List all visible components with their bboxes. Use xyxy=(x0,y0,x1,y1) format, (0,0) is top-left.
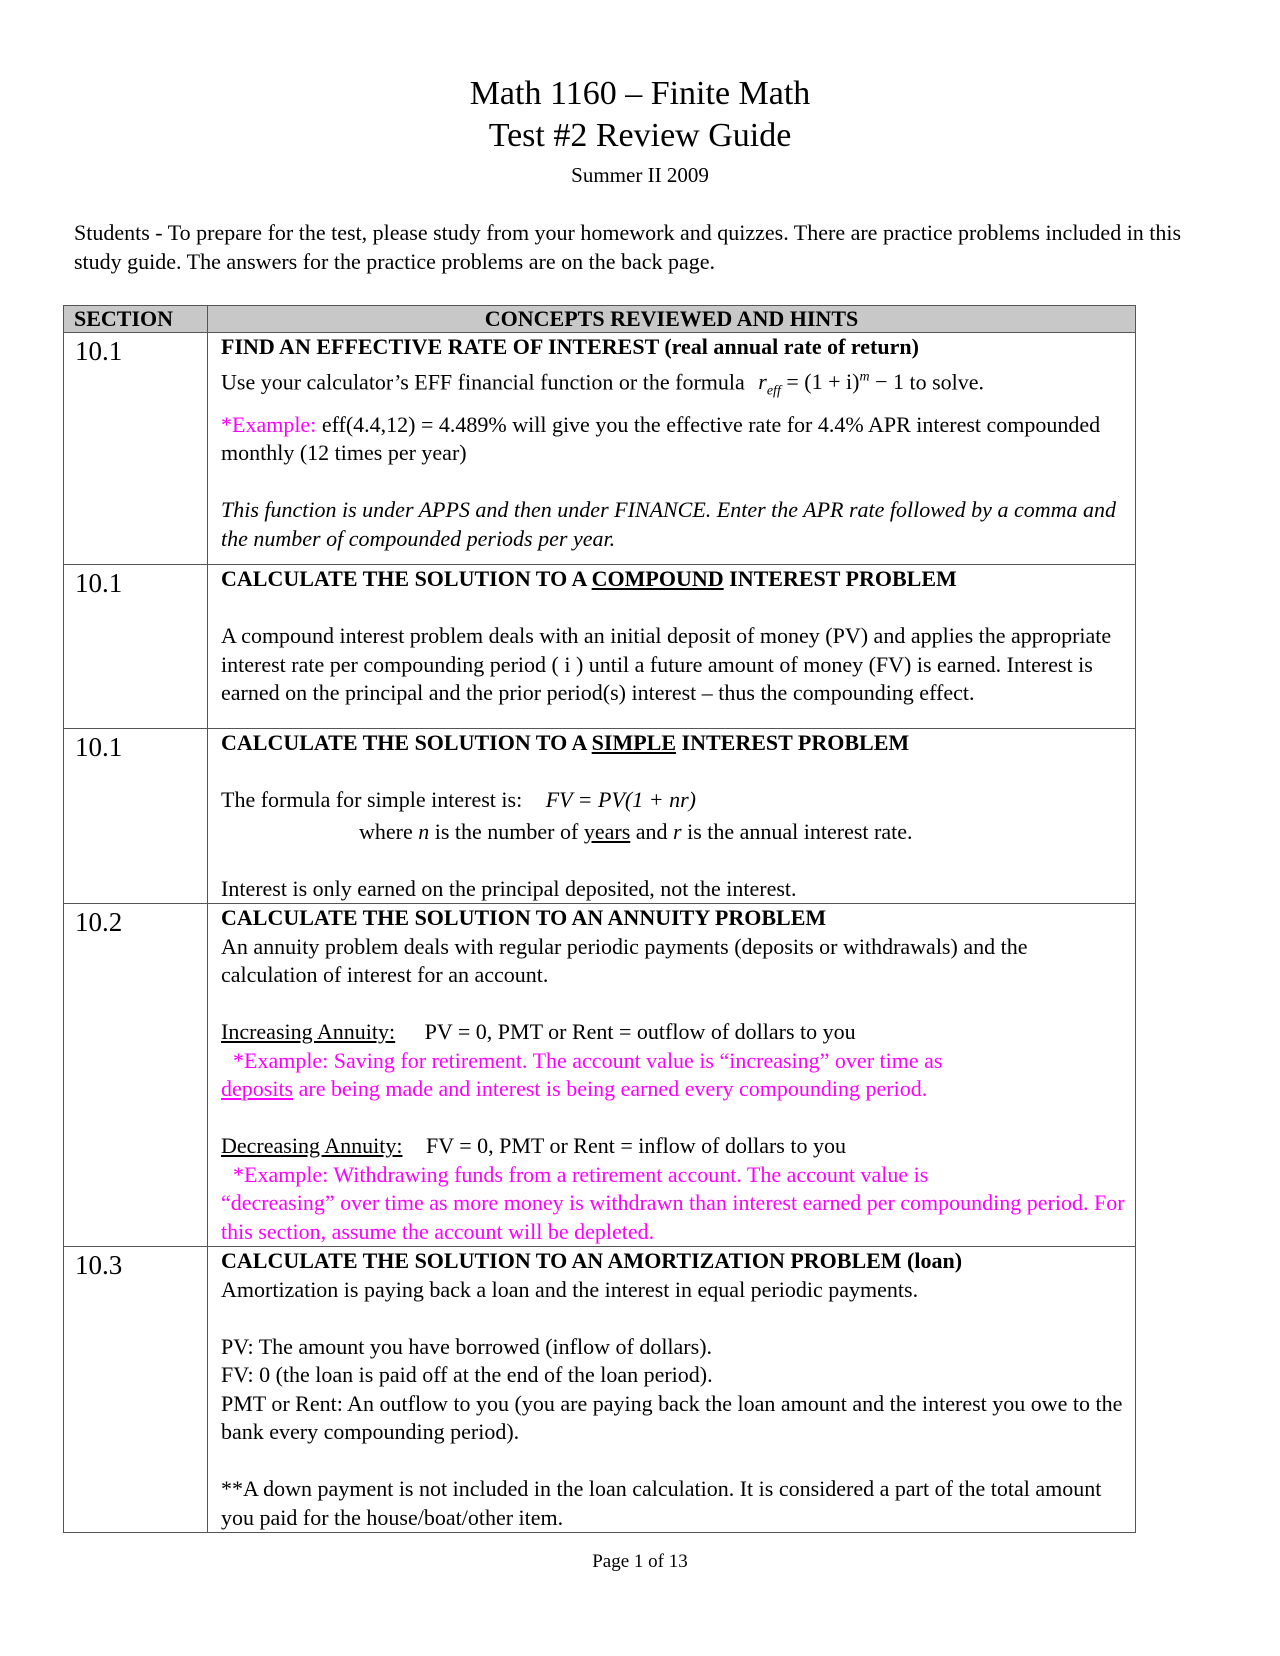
table-row xyxy=(64,333,1136,565)
concept-cell xyxy=(208,565,1136,729)
formula-where-line: where n is the number of years and r is the annual interest rate. xyxy=(359,818,913,844)
section-number: 10.3 xyxy=(64,1247,208,1533)
fv-definition: FV: 0 (the loan is paid off at the end of the loan period). xyxy=(221,1362,713,1387)
concept-heading: FIND AN EFFECTIVE RATE OF INTEREST (real annual rate of return) xyxy=(221,334,919,359)
concept-cell xyxy=(208,333,1136,565)
concept-body: A compound interest problem deals with an initial deposit of money (PV) and applies the appropriate interest rate per compounding period ( i ) until a future amount of money (FV) is earned. Interest is earned on the principal and the prior period(s) interest – thus the compounding effect. xyxy=(221,623,1112,705)
calculator-note: This function is under APPS and then under FINANCE. Enter the APR rate followed by a comma and the number of compounded periods per year. xyxy=(221,497,1116,551)
section-number: 10.1 xyxy=(64,729,208,904)
section-number: 10.1 xyxy=(64,565,208,729)
increasing-annuity-line: Increasing Annuity: PV = 0, PMT or Rent = outflow of dollars to you xyxy=(221,1019,856,1044)
concept-cell xyxy=(208,1247,1136,1533)
decreasing-annuity-label: Decreasing Annuity: xyxy=(221,1133,403,1158)
column-header-section: SECTION xyxy=(64,306,208,333)
concept-heading: CALCULATE THE SOLUTION TO AN ANNUITY PROBLEM xyxy=(221,905,827,930)
term-label: Summer II 2009 xyxy=(571,163,709,187)
example-text: eff(4.4,12) = 4.489% will give you the effective rate for 4.4% APR interest compounded monthly (12 times per year) xyxy=(221,411,1101,466)
concept-heading: CALCULATE THE SOLUTION TO A COMPOUND INTEREST PROBLEM xyxy=(221,566,957,591)
table-row xyxy=(64,1247,1136,1533)
decreasing-annuity-line: Decreasing Annuity: FV = 0, PMT or Rent = inflow of dollars to you xyxy=(221,1133,846,1158)
down-payment-note: **A down payment is not included in the loan calculation. It is considered a part of the total amount you paid for the house/boat/other item. xyxy=(221,1476,1102,1530)
review-table xyxy=(63,305,1136,1533)
increasing-annuity-label: Increasing Annuity: xyxy=(221,1019,396,1044)
concept-note: Interest is only earned on the principal deposited, not the interest. xyxy=(221,875,797,901)
simple-interest-formula: FV = PV(1 + nr) xyxy=(545,787,696,812)
example-label: *Example: xyxy=(221,411,317,437)
table-header-row xyxy=(64,306,1136,333)
concept-cell xyxy=(208,729,1136,904)
table-row xyxy=(64,565,1136,729)
document-title: Math 1160 – Finite Math xyxy=(469,75,811,112)
concept-cell xyxy=(208,904,1136,1247)
intro-paragraph: Students - To prepare for the test, please study from your homework and quizzes. There are practice problems included in this study guide. The answers for the practice problems are on the back page. xyxy=(74,220,1182,274)
section-number: 10.1 xyxy=(64,333,208,565)
concept-heading: CALCULATE THE SOLUTION TO A SIMPLE INTEREST PROBLEM xyxy=(221,730,910,755)
formula-line: Use your calculator’s EFF financial function or the formula $r_{eff} = (1 + i)^m - 1$ to solve. xyxy=(221,368,985,399)
document-subtitle: Test #2 Review Guide xyxy=(488,117,792,154)
pmt-definition: PMT or Rent: An outflow to you (you are paying back the loan amount and the interest you owe to the bank every compounding period). xyxy=(221,1390,1123,1444)
concept-body: An annuity problem deals with regular periodic payments (deposits or withdrawals) and the calculation of interest for an account. xyxy=(221,933,1028,987)
formula-intro: Use your calculator’s EFF financial function or the formula xyxy=(221,368,745,394)
table-row xyxy=(64,729,1136,904)
column-header-concepts: CONCEPTS REVIEWED AND HINTS xyxy=(208,306,1136,333)
example-paragraph xyxy=(221,406,1127,468)
increasing-annuity-example: *Example: Saving for retirement. The account value is “increasing” over time as deposits are being made and interest is being earned every compounding period. xyxy=(221,1047,943,1101)
section-number: 10.2 xyxy=(64,904,208,1247)
pv-definition: PV: The amount you have borrowed (inflow of dollars). xyxy=(221,1333,713,1359)
concept-heading: CALCULATE THE SOLUTION TO AN AMORTIZATION PROBLEM (loan) xyxy=(221,1248,963,1273)
page-number: Page 1 of 13 xyxy=(592,1551,688,1572)
simple-formula-line: The formula for simple interest is: FV = PV(1 + nr) xyxy=(221,787,696,812)
table-row xyxy=(64,904,1136,1247)
effective-rate-formula: $r_{eff} = (1 + i)^m - 1$ xyxy=(758,368,904,399)
concept-body: Amortization is paying back a loan and the interest in equal periodic payments. xyxy=(221,1276,919,1302)
decreasing-annuity-example: *Example: Withdrawing funds from a retirement account. The account value is “decreasing” over time as more money is withdrawn than interest earned per compounding period. For this section, assume the account will be depleted. xyxy=(221,1161,1125,1244)
